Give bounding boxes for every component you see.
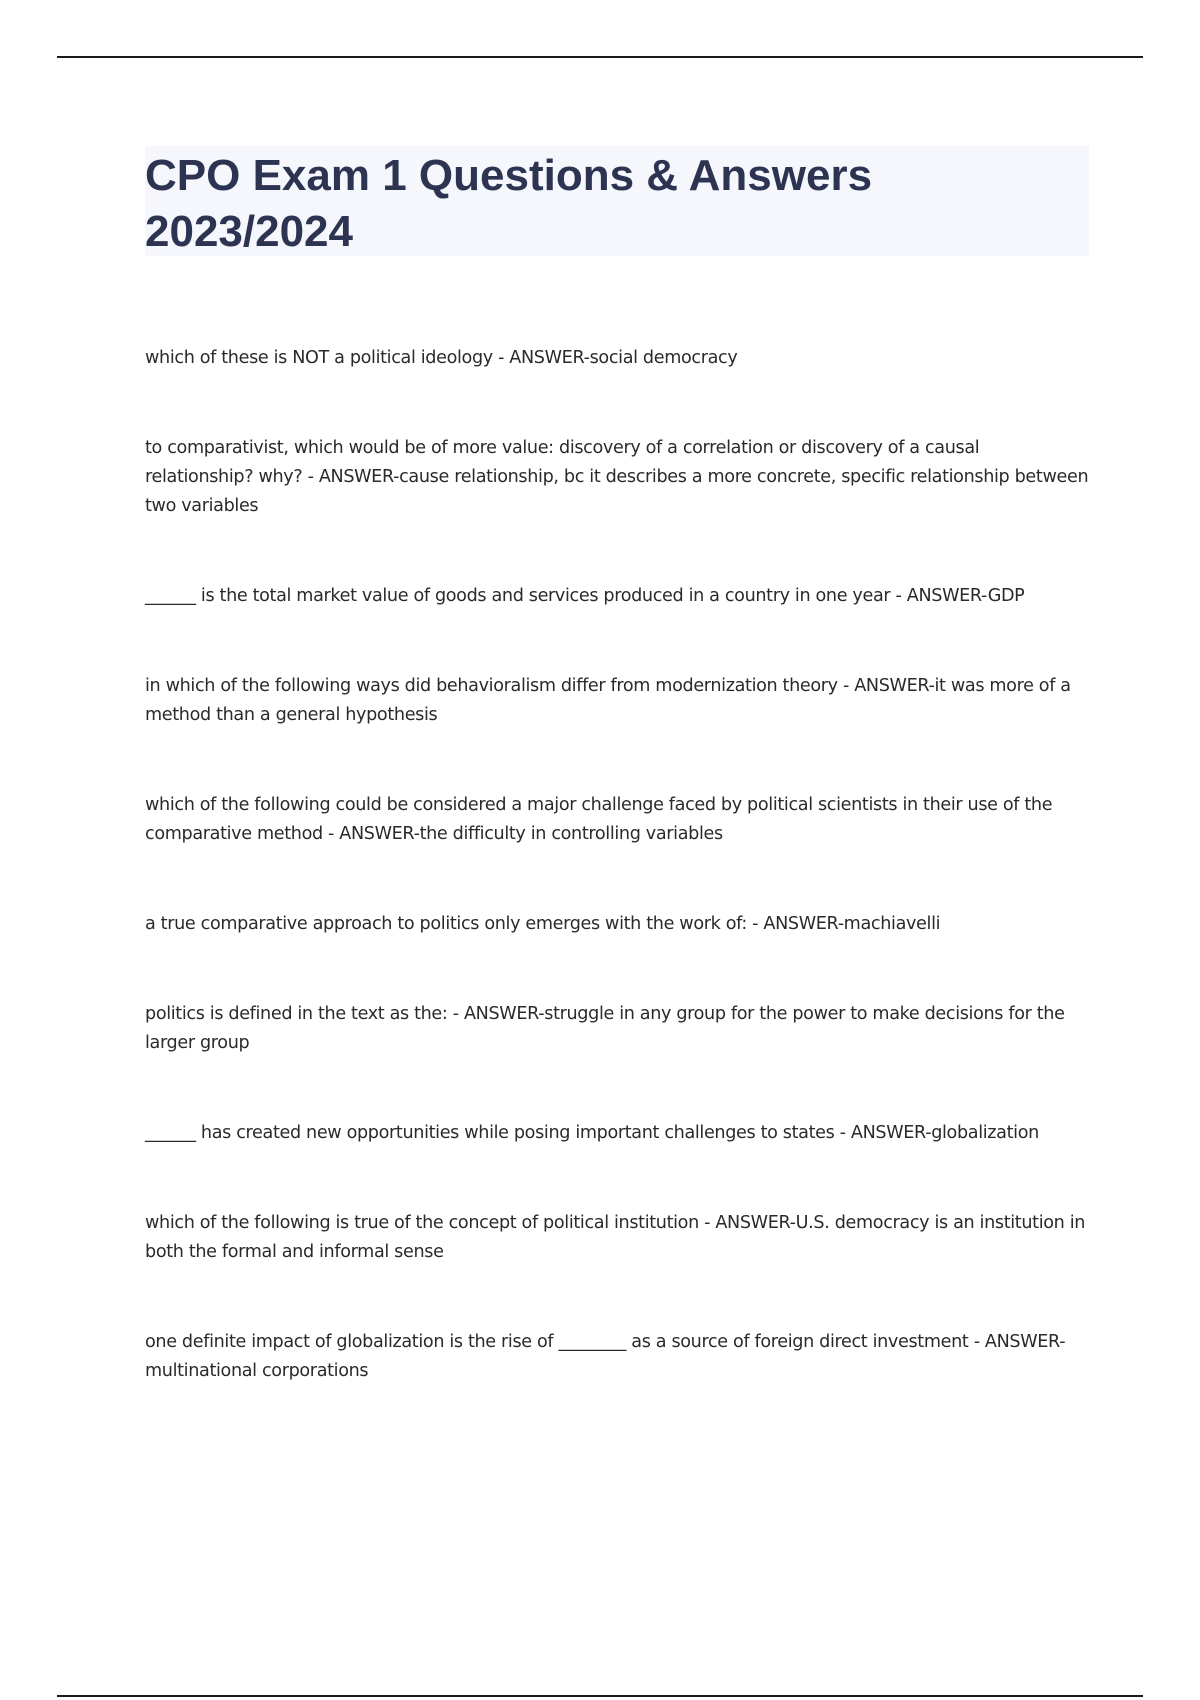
qa-item: which of the following could be considered a major challenge faced by political scientists in their use of the comparative method - ANSWER-the difficulty in controlling variables [145, 795, 1053, 844]
qa-item: which of the following is true of the concept of political institution - ANSWER-U.S. democracy is an institution in both the formal and informal sense [145, 1213, 1086, 1262]
qa-item: in which of the following ways did behavioralism differ from modernization theory - ANSWER-it was more of a method than a general hypothesis [145, 676, 1071, 725]
qa-item: to comparativist, which would be of more value: discovery of a correlation or discovery of a causal relationship? why? - ANSWER-cause relationship, bc it describes a more concrete, specific relationship between two variables [145, 438, 1089, 516]
top-divider [57, 56, 1143, 58]
page-title: CPO Exam 1 Questions & Answers 2023/2024 [145, 151, 873, 256]
title-block [145, 146, 1089, 256]
qa-list [145, 344, 1090, 1447]
qa-item: ______ is the total market value of goods and services produced in a country in one year - ANSWER-GDP [145, 586, 1025, 606]
bottom-divider [57, 1695, 1143, 1697]
qa-item: one definite impact of globalization is the rise of ________ as a source of foreign direct investment - ANSWER-multinational corporations [145, 1332, 1066, 1381]
qa-item: a true comparative approach to politics only emerges with the work of: - ANSWER-machiavelli [145, 914, 941, 934]
qa-item: politics is defined in the text as the: - ANSWER-struggle in any group for the power to make decisions for the larger group [145, 1004, 1065, 1053]
qa-item: which of these is NOT a political ideology - ANSWER-social democracy [145, 348, 738, 368]
qa-item: ______ has created new opportunities while posing important challenges to states - ANSWER-globalization [145, 1123, 1039, 1143]
